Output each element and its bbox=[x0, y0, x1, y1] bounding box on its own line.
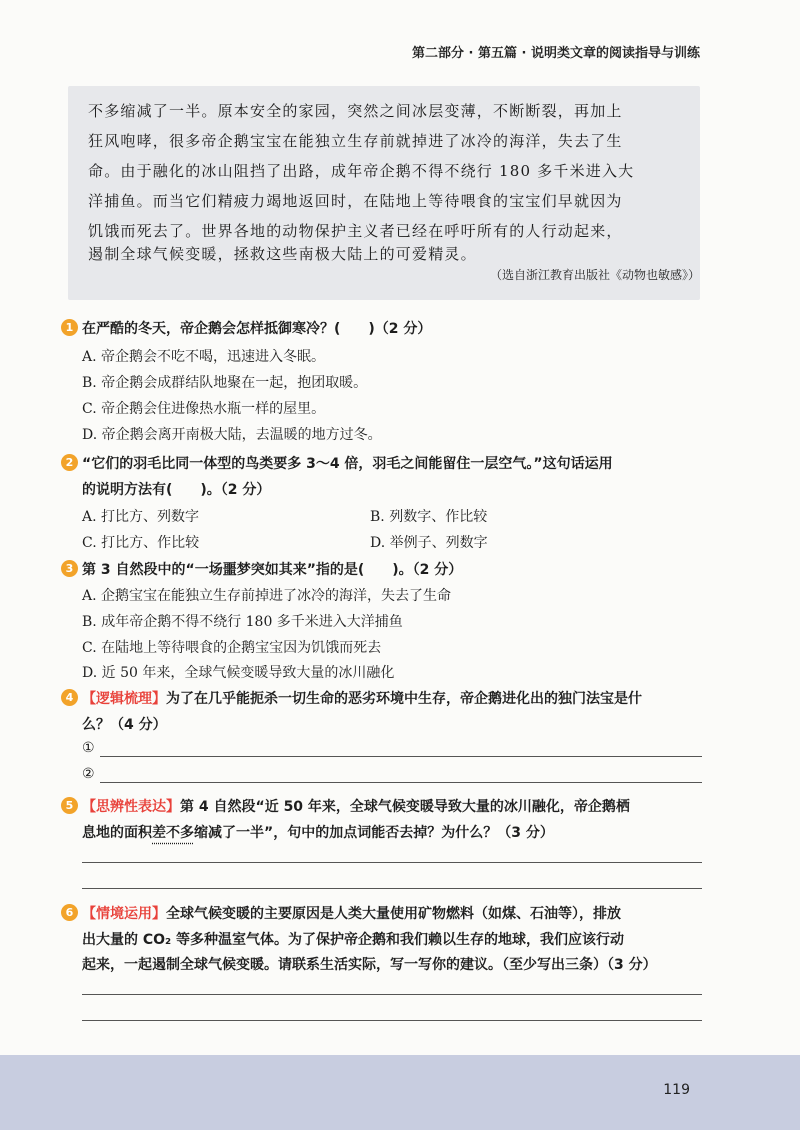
q3-option-b: B. 成年帝企鹅不得不绕行 180 多千米进入大洋捕鱼 bbox=[82, 614, 403, 630]
question-5-text-post: 缩减了一半”，句中的加点词能否去掉？为什么？（3 分） bbox=[194, 825, 554, 841]
q1-option-b: B. 帝企鹅会成群结队地聚在一起，抱团取暖。 bbox=[82, 375, 368, 391]
question-number-badge: 4 bbox=[61, 689, 78, 706]
passage-line: 不多缩减了一半。原本安全的家园，突然之间冰层变薄，不断断裂，再加上 bbox=[88, 102, 623, 120]
question-number-badge: 6 bbox=[61, 904, 78, 921]
q1-option-c: C. 帝企鹅会住进像热水瓶一样的屋里。 bbox=[82, 401, 326, 417]
answer-line[interactable] bbox=[82, 862, 702, 863]
q3-option-a: A. 企鹅宝宝在能独立生存前掉进了冰冷的海洋，失去了生命 bbox=[82, 588, 452, 604]
answer-line[interactable] bbox=[100, 782, 702, 783]
answer-marker-1: ① bbox=[82, 740, 95, 756]
question-2-text-line1: “它们的羽毛比同一体型的鸟类要多 3～4 倍，羽毛之间能留住一层空气。”这句话运用 bbox=[82, 456, 613, 472]
answer-marker-2: ② bbox=[82, 766, 95, 782]
answer-line[interactable] bbox=[100, 756, 702, 757]
q3-option-d: D. 近 50 年来，全球气候变暖导致大量的冰川融化 bbox=[82, 665, 395, 681]
question-4-text-line1 bbox=[82, 688, 642, 708]
page-number: 119 bbox=[663, 1082, 690, 1098]
passage-line: 遏制全球气候变暖，拯救这些南极大陆上的可爱精灵。 bbox=[88, 245, 477, 263]
question-tag: 【逻辑梳理】 bbox=[82, 691, 166, 707]
answer-line[interactable] bbox=[82, 888, 702, 889]
q2-option-c: C. 打比方、作比较 bbox=[82, 535, 200, 551]
question-number-badge: 1 bbox=[61, 319, 78, 336]
question-5-text-line2 bbox=[82, 822, 554, 842]
question-6-text-line1 bbox=[82, 903, 621, 923]
passage-line: 狂风咆哮，很多帝企鹅宝宝在能独立生存前就掉进了冰冷的海洋，失去了生 bbox=[88, 132, 623, 150]
question-5-text: 第 4 自然段“近 50 年来，全球气候变暖导致大量的冰川融化，帝企鹅栖 bbox=[180, 799, 630, 815]
q1-option-a: A. 帝企鹅会不吃不喝，迅速进入冬眠。 bbox=[82, 349, 326, 365]
question-number-badge: 5 bbox=[61, 797, 78, 814]
question-6-text: 全球气候变暖的主要原因是人类大量使用矿物燃料（如煤、石油等），排放 bbox=[166, 906, 621, 922]
passage-source: （选自浙江教育出版社《动物也敏感》） bbox=[489, 268, 700, 282]
passage-line: 饥饿而死去了。世界各地的动物保护主义者已经在呼吁所有的人行动起来， bbox=[88, 222, 623, 240]
question-5-text-line1 bbox=[82, 796, 630, 816]
running-header: 第二部分 · 第五篇 · 说明类文章的阅读指导与训练 bbox=[412, 46, 700, 61]
passage-line: 命。由于融化的冰山阻挡了出路，成年帝企鹅不得不绕行 180 多千米进入大 bbox=[88, 162, 635, 180]
answer-line[interactable] bbox=[82, 1020, 702, 1021]
question-tag: 【情境运用】 bbox=[82, 906, 166, 922]
question-number-badge: 2 bbox=[61, 454, 78, 471]
question-6-text-line3: 起来，一起遏制全球气候变暖。请联系生活实际，写一写你的建议。（至少写出三条）（3 分） bbox=[82, 957, 657, 973]
question-number-badge: 3 bbox=[61, 560, 78, 577]
question-2-text-line2: 的说明方法有( )。（2 分） bbox=[82, 482, 271, 498]
answer-line[interactable] bbox=[82, 994, 702, 995]
question-1-text: 在严酷的冬天，帝企鹅会怎样抵御寒冷？( )（2 分） bbox=[82, 321, 432, 337]
question-4-text: 为了在几乎能扼杀一切生命的恶劣环境中生存，帝企鹅进化出的独门法宝是什 bbox=[166, 691, 642, 707]
q2-option-b: B. 列数字、作比较 bbox=[370, 509, 488, 525]
question-4-text-line2: 么？（4 分） bbox=[82, 717, 167, 733]
question-tag: 【思辨性表达】 bbox=[82, 799, 180, 815]
question-5-text-pre: 息地的面积 bbox=[82, 825, 152, 841]
passage-line: 洋捕鱼。而当它们精疲力竭地返回时，在陆地上等待喂食的宝宝们早就因为 bbox=[88, 192, 623, 210]
q2-option-d: D. 举例子、列数字 bbox=[370, 535, 488, 551]
dotted-word: 差不多 bbox=[152, 825, 194, 841]
q1-option-d: D. 帝企鹅会离开南极大陆，去温暖的地方过冬。 bbox=[82, 427, 382, 443]
q3-option-c: C. 在陆地上等待喂食的企鹅宝宝因为饥饿而死去 bbox=[82, 640, 382, 656]
question-6-text-line2: 出大量的 CO₂ 等多种温室气体。为了保护帝企鹅和我们赖以生存的地球，我们应该行动 bbox=[82, 932, 625, 948]
q2-option-a: A. 打比方、列数字 bbox=[82, 509, 200, 525]
question-3-text: 第 3 自然段中的“一场噩梦突如其来”指的是( )。（2 分） bbox=[82, 562, 463, 578]
